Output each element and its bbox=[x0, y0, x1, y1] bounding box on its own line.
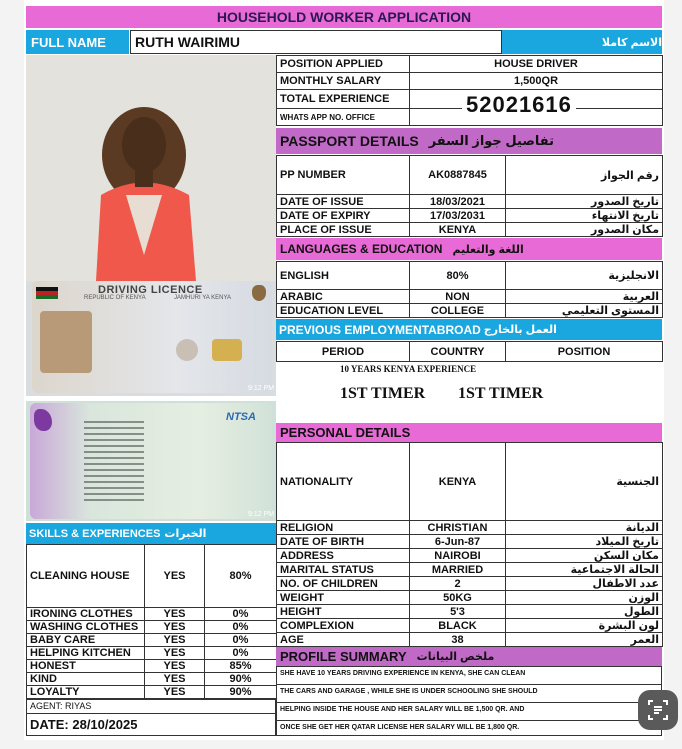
table-row bbox=[277, 209, 663, 223]
skill-label: IRONING CLOTHES bbox=[27, 608, 145, 621]
pp-number-arabic: رقم الجواز bbox=[506, 156, 663, 195]
worker-photo bbox=[26, 55, 276, 281]
nationality-label: NATIONALITY bbox=[277, 443, 410, 521]
position-applied-value: HOUSE DRIVER bbox=[410, 56, 663, 73]
full-name-value: RUTH WAIRIMU bbox=[130, 30, 502, 54]
agent-box bbox=[26, 699, 276, 714]
period-header: PERIOD bbox=[277, 342, 410, 362]
address-label: ADDRESS bbox=[277, 549, 410, 563]
religion-arabic: الديانة bbox=[506, 521, 663, 535]
skill-label: KIND bbox=[27, 673, 145, 686]
weight-label: WEIGHT bbox=[277, 591, 410, 605]
skill-label: CLEANING HOUSE bbox=[27, 545, 145, 608]
skill-yes: YES bbox=[145, 634, 205, 647]
country-header: COUNTRY bbox=[410, 342, 506, 362]
skill-pct: 0% bbox=[205, 647, 277, 660]
address-value: NAIROBI bbox=[410, 549, 506, 563]
complexion-arabic: لون البشرة bbox=[506, 619, 663, 633]
skill-pct: 90% bbox=[205, 673, 277, 686]
english-label: ENGLISH bbox=[277, 262, 410, 290]
licence-photo bbox=[40, 311, 92, 373]
kenya-coat-of-arms-icon bbox=[252, 285, 266, 301]
arabic-label: ARABIC bbox=[277, 290, 410, 304]
expiry-date-arabic: تاريخ الانتهاء bbox=[506, 209, 663, 223]
age-value: 38 bbox=[410, 633, 506, 647]
place-of-issue-value: KENYA bbox=[410, 223, 506, 237]
complexion-value: BLACK bbox=[410, 619, 506, 633]
position-header: POSITION bbox=[506, 342, 663, 362]
skills-header: SKILLS & EXPERIENCES الخبرات bbox=[26, 523, 276, 544]
licence-categories bbox=[84, 421, 144, 501]
expiry-date-label: DATE OF EXPIRY bbox=[277, 209, 410, 223]
title-bar bbox=[26, 6, 662, 28]
height-arabic: الطول bbox=[506, 605, 663, 619]
profile-line: HELPING INSIDE THE HOUSE AND HER SALARY WILL BE 1,500 QR. AND bbox=[277, 703, 661, 721]
licence-title: DRIVING LICENCE bbox=[98, 284, 203, 296]
table-row bbox=[277, 563, 663, 577]
full-name-label: FULL NAME bbox=[26, 30, 129, 54]
licence-timestamp: 9:12 PM bbox=[248, 385, 275, 392]
whatsapp-number: 52021616 bbox=[462, 92, 576, 118]
dob-arabic: تاريخ الميلاد bbox=[506, 535, 663, 549]
marital-value: MARRIED bbox=[410, 563, 506, 577]
education-value: COLLEGE bbox=[410, 304, 506, 318]
skills-table bbox=[26, 544, 277, 699]
personal-table bbox=[276, 442, 663, 647]
table-row bbox=[277, 577, 663, 591]
table-row bbox=[277, 521, 663, 535]
table-row bbox=[27, 634, 277, 647]
licence-ghost-photo bbox=[176, 339, 198, 361]
total-experience-label: TOTAL EXPERIENCE bbox=[277, 90, 410, 109]
skill-yes: YES bbox=[145, 647, 205, 660]
monthly-salary-label: MONTHLY SALARY bbox=[277, 73, 410, 90]
pp-number-value: AK0887845 bbox=[410, 156, 506, 195]
education-label: EDUCATION LEVEL bbox=[277, 304, 410, 318]
experience-note: 10 YEARS KENYA EXPERIENCE bbox=[340, 364, 477, 374]
first-timer-2: 1ST TIMER bbox=[458, 385, 544, 402]
marital-arabic: الحالة الاجتماعية bbox=[506, 563, 663, 577]
pp-number-label: PP NUMBER bbox=[277, 156, 410, 195]
table-row bbox=[27, 660, 277, 673]
issue-date-value: 18/03/2021 bbox=[410, 195, 506, 209]
table-row bbox=[277, 535, 663, 549]
table-row bbox=[27, 686, 277, 699]
skill-yes: YES bbox=[145, 686, 205, 699]
education-arabic: المستوى التعليمي bbox=[506, 304, 663, 318]
skill-pct: 85% bbox=[205, 660, 277, 673]
passport-table bbox=[276, 155, 663, 237]
table-row bbox=[277, 549, 663, 563]
profile-line: THE CARS AND GARAGE , WHILE SHE IS UNDER SCHOOLING SHE SHOULD bbox=[277, 685, 661, 703]
arabic-value: NON bbox=[410, 290, 506, 304]
position-applied-label: POSITION APPLIED bbox=[277, 56, 410, 73]
table-row bbox=[27, 621, 277, 634]
profile-line: SHE HAVE 10 YEARS DRIVING EXPERIENCE IN KENYA, SHE CAN CLEAN bbox=[277, 667, 661, 685]
children-arabic: عدد الاطفال bbox=[506, 577, 663, 591]
table-row bbox=[27, 545, 277, 608]
skill-pct: 80% bbox=[205, 545, 277, 608]
table-row bbox=[277, 156, 663, 195]
height-value: 5'3 bbox=[410, 605, 506, 619]
skill-label: WASHING CLOTHES bbox=[27, 621, 145, 634]
age-label: AGE bbox=[277, 633, 410, 647]
profile-header: PROFILE SUMMARY ملخص البيانات bbox=[276, 647, 662, 666]
skill-yes: YES bbox=[145, 608, 205, 621]
nationality-value: KENYA bbox=[410, 443, 506, 521]
table-row bbox=[277, 73, 663, 90]
licence-back-timestamp: 9:12 PM bbox=[248, 511, 275, 518]
skill-yes: YES bbox=[145, 621, 205, 634]
table-row bbox=[277, 342, 663, 362]
issue-date-arabic: تاريخ الصدور bbox=[506, 195, 663, 209]
weight-value: 50KG bbox=[410, 591, 506, 605]
first-timer-1: 1ST TIMER bbox=[340, 385, 426, 402]
skill-pct: 90% bbox=[205, 686, 277, 699]
employment-header: PREVIOUS EMPLOYMENTABROAD العمل بالخارج bbox=[276, 319, 662, 340]
weight-arabic: الوزن bbox=[506, 591, 663, 605]
passport-header: PASSPORT DETAILS تفاصيل جواز السفر bbox=[276, 128, 662, 154]
table-row bbox=[277, 223, 663, 237]
dob-value: 6-Jun-87 bbox=[410, 535, 506, 549]
table-row bbox=[27, 608, 277, 621]
ntsa-logo: NTSA bbox=[226, 411, 256, 423]
table-row bbox=[277, 619, 663, 633]
table-row bbox=[277, 290, 663, 304]
age-arabic: العمر bbox=[506, 633, 663, 647]
skill-pct: 0% bbox=[205, 634, 277, 647]
languages-header: LANGUAGES & EDUCATION اللغة والتعليم bbox=[276, 238, 662, 260]
dob-label: DATE OF BIRTH bbox=[277, 535, 410, 549]
nationality-arabic: الجنسية bbox=[506, 443, 663, 521]
expiry-date-value: 17/03/2031 bbox=[410, 209, 506, 223]
children-value: 2 bbox=[410, 577, 506, 591]
skill-yes: YES bbox=[145, 660, 205, 673]
table-row bbox=[277, 605, 663, 619]
place-of-issue-arabic: مكان الصدور bbox=[506, 223, 663, 237]
address-arabic: مكان السكن bbox=[506, 549, 663, 563]
profile-summary bbox=[276, 666, 662, 736]
skill-pct: 0% bbox=[205, 608, 277, 621]
skill-label: BABY CARE bbox=[27, 634, 145, 647]
table-row bbox=[27, 647, 277, 660]
monthly-salary-value: 1,500QR bbox=[410, 73, 663, 90]
skill-pct: 0% bbox=[205, 621, 277, 634]
table-row bbox=[277, 56, 663, 73]
skill-yes: YES bbox=[145, 673, 205, 686]
table-row bbox=[277, 443, 663, 521]
table-row bbox=[277, 262, 663, 290]
kenya-flag-icon bbox=[36, 287, 58, 299]
marital-label: MARITAL STATUS bbox=[277, 563, 410, 577]
height-label: HEIGHT bbox=[277, 605, 410, 619]
skill-label: HELPING KITCHEN bbox=[27, 647, 145, 660]
skill-label: LOYALTY bbox=[27, 686, 145, 699]
issue-date-label: DATE OF ISSUE bbox=[277, 195, 410, 209]
table-row bbox=[277, 591, 663, 605]
employment-table bbox=[276, 341, 663, 362]
driving-licence-back bbox=[26, 401, 276, 521]
complexion-label: COMPLEXION bbox=[277, 619, 410, 633]
table-row bbox=[277, 633, 663, 647]
application-date: DATE: 28/10/2025 bbox=[30, 717, 138, 732]
driving-licence-front bbox=[26, 281, 276, 396]
licence-country: REPUBLIC OF KENYA bbox=[84, 295, 146, 301]
table-row bbox=[277, 304, 663, 318]
personal-header: PERSONAL DETAILS bbox=[276, 423, 662, 442]
place-of-issue-label: PLACE OF ISSUE bbox=[277, 223, 410, 237]
copy-text-button[interactable] bbox=[638, 690, 678, 730]
skill-yes: YES bbox=[145, 545, 205, 608]
text-scan-icon bbox=[647, 699, 669, 721]
agent-name: AGENT: RIYAS bbox=[30, 701, 92, 711]
date-box bbox=[26, 714, 276, 736]
page-title: HOUSEHOLD WORKER APPLICATION bbox=[216, 9, 472, 25]
licence-country-sw: JAMHURI YA KENYA bbox=[174, 295, 232, 301]
children-label: NO. OF CHILDREN bbox=[277, 577, 410, 591]
table-row bbox=[277, 195, 663, 209]
licence-chip-icon bbox=[212, 339, 242, 361]
table-row bbox=[27, 673, 277, 686]
english-arabic: الانجليزية bbox=[506, 262, 663, 290]
languages-table bbox=[276, 261, 663, 318]
full-name-arabic: الاسم كاملا bbox=[502, 30, 662, 54]
english-value: 80% bbox=[410, 262, 506, 290]
religion-label: RELIGION bbox=[277, 521, 410, 535]
religion-value: CHRISTIAN bbox=[410, 521, 506, 535]
arabic-arabic: العربية bbox=[506, 290, 663, 304]
profile-line: ONCE SHE GET HER QATAR LICENSE HER SALARY WILL BE 1,800 QR. bbox=[280, 724, 520, 731]
whatsapp-label: WHATS APP NO. OFFICE bbox=[277, 109, 410, 126]
skill-label: HONEST bbox=[27, 660, 145, 673]
